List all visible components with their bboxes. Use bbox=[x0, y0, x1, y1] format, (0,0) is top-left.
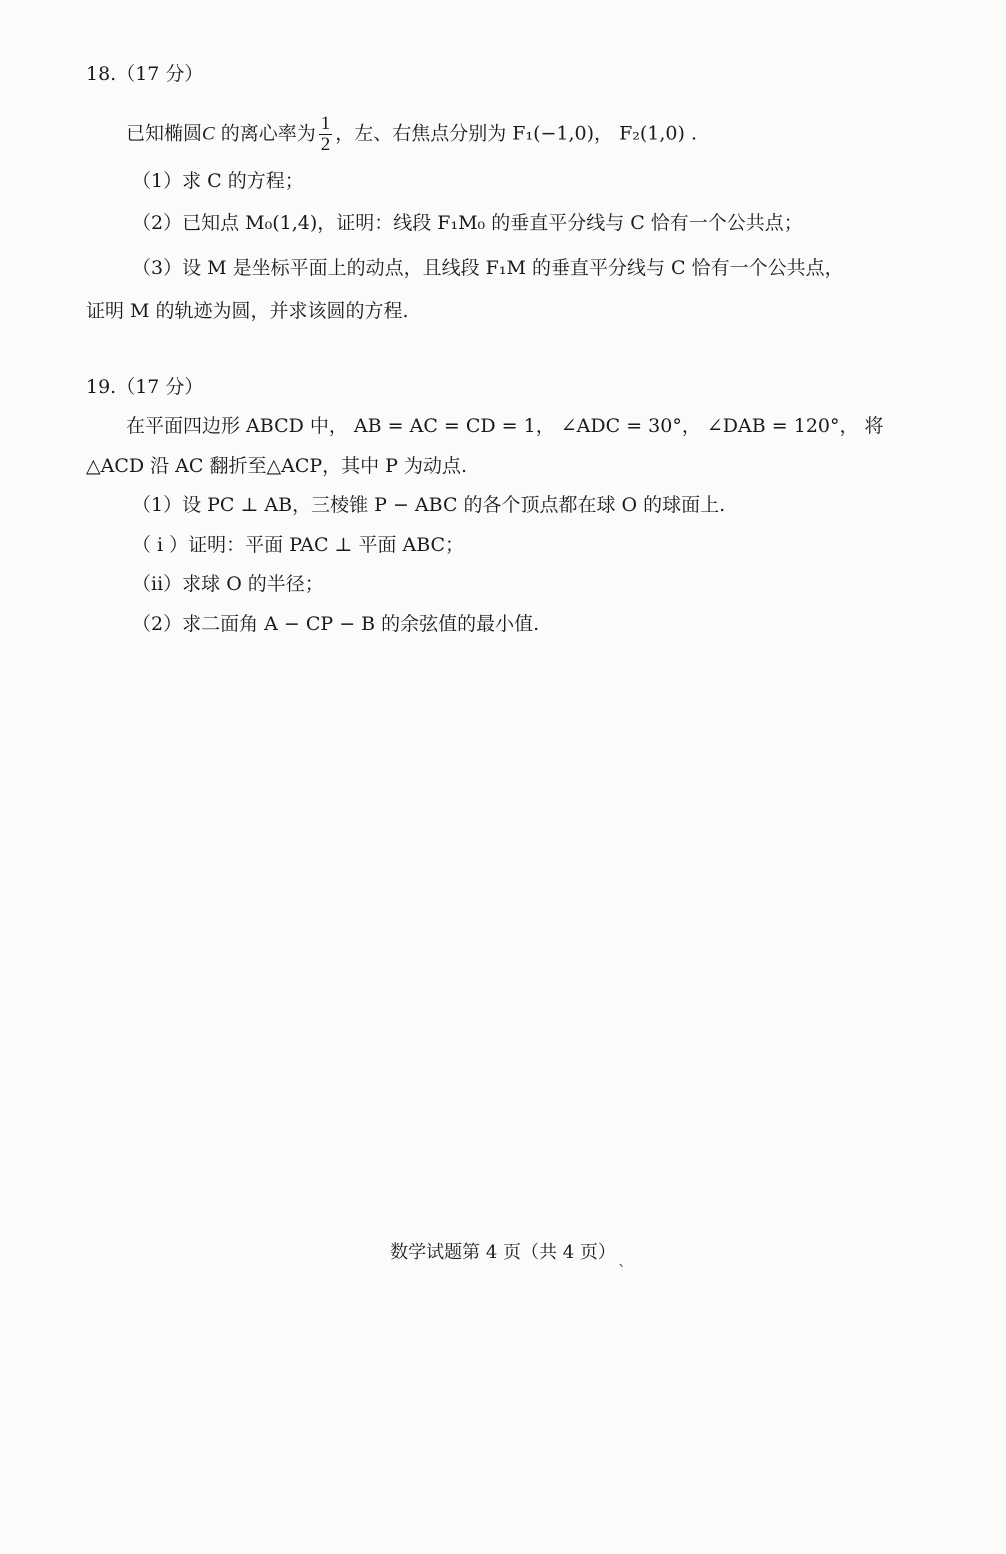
q19-part-1-ii: （ii）求球 O 的半径； bbox=[132, 573, 324, 595]
q18-stem-a: 已知椭圆 bbox=[126, 122, 203, 145]
q19-part-1-i: （ i ）证明：平面 PAC ⊥ 平面 ABC； bbox=[132, 534, 465, 556]
q19-part-1: （1）设 PC ⊥ AB，三棱锥 P − ABC 的各个顶点都在球 O 的球面上. bbox=[132, 494, 726, 516]
fraction-numerator: 1 bbox=[320, 113, 331, 134]
q18-heading: 18.（17 分） bbox=[86, 63, 204, 85]
q18-part-2: （2）已知点 M₀(1,4)，证明：线段 F₁M₀ 的垂直平分线与 C 恰有一个公共点； bbox=[132, 212, 803, 234]
eccentricity-fraction bbox=[319, 114, 333, 155]
q18-part-3-line-2: 证明 M 的轨迹为圆，并求该圆的方程. bbox=[86, 300, 409, 322]
fraction-denominator: 2 bbox=[320, 134, 331, 155]
scan-mark: ˋ bbox=[618, 1262, 626, 1281]
q19-part-2: （2）求二面角 A − CP − B 的余弦值的最小值. bbox=[132, 613, 540, 635]
q18-part-3-line-1: （3）设 M 是坐标平面上的动点，且线段 F₁M 的垂直平分线与 C 恰有一个公共点， bbox=[132, 257, 844, 279]
page-footer: 数学试题第 4 页（共 4 页） bbox=[390, 1242, 616, 1263]
q18-part-1: （1）求 C 的方程； bbox=[132, 170, 304, 192]
q18-stem-d: ，左、右焦点分别为 F₁(−1,0)， F₂(1,0) . bbox=[335, 122, 698, 145]
q18-stem-c: 的离心率为 bbox=[214, 122, 316, 145]
q19-stem-line-1: 在平面四边形 ABCD 中， AB = AC = CD = 1， ∠ADC = 30°， ∠DAB = 120°， 将 bbox=[126, 415, 884, 437]
q18-stem-b: C bbox=[202, 123, 215, 145]
q18-stem bbox=[126, 114, 697, 155]
q19-stem-line-2: △ACD 沿 AC 翻折至△ACP，其中 P 为动点. bbox=[86, 455, 468, 477]
q19-heading: 19.（17 分） bbox=[86, 376, 204, 398]
